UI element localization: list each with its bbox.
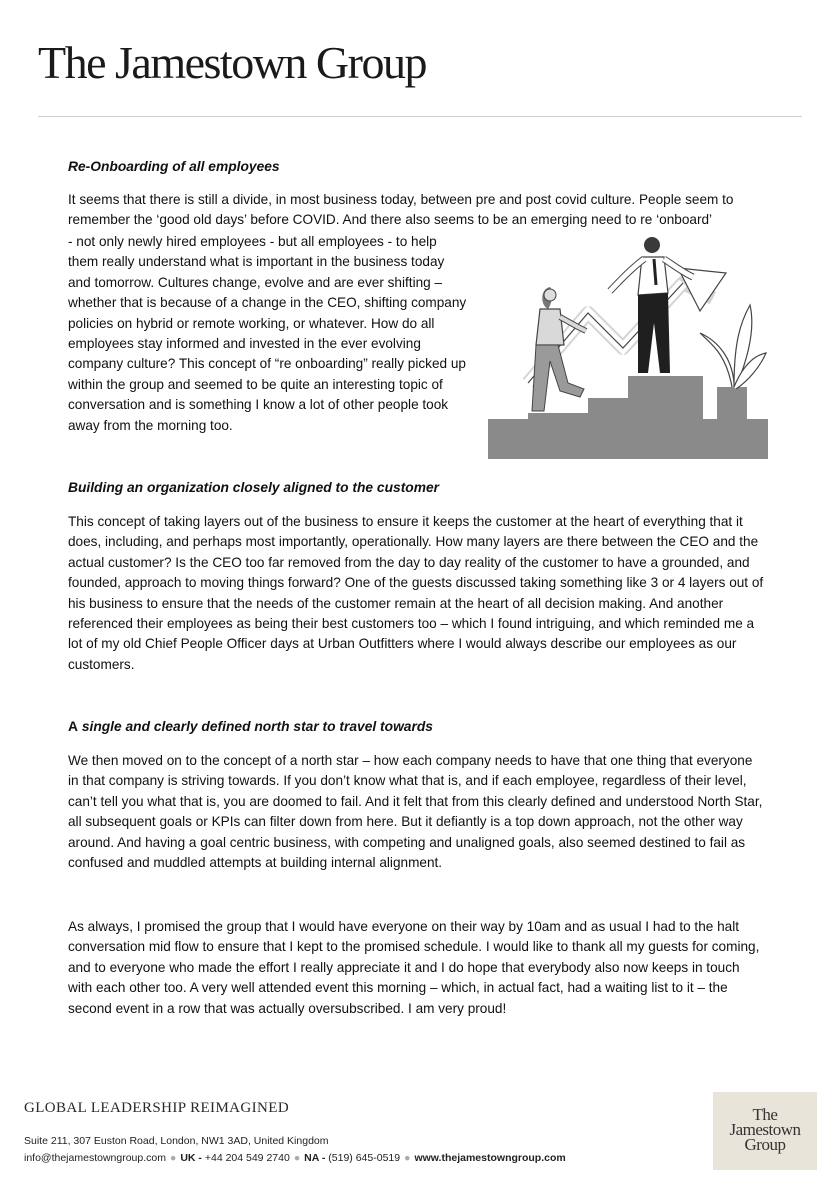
- footer-na-label: NA -: [304, 1152, 326, 1164]
- footer-na-phone: (519) 645-0519: [328, 1152, 401, 1164]
- section-heading-customer: Building an organization closely aligned to the customer: [68, 480, 440, 495]
- separator-dot-icon: ●: [293, 1152, 301, 1164]
- footer-uk-phone: +44 204 549 2740: [204, 1152, 290, 1164]
- section-paragraph-customer: This concept of taking layers out of the business to ensure it keeps the customer at the heart of everything that it does, including, and perhaps most importantly, operationally. How many layers are there between the CEO and the actual customer? Is the CEO too far removed from the day to day reality of the customer to have a grounded, and founded, approach to moving things forward? One of the guests discussed taking something like 3 or 4 layers out of his business to ensure that the needs of the customer remain at the heart of all decision making. And another referenced their employees as being their best customers too – which I found intriguing, and which reminded me a lot of my old Chief People Officer days at Urban Outfitters where I would always describe our employees as our customers.: [68, 514, 764, 672]
- section-heading-reonboarding: Re-Onboarding of all employees: [68, 159, 280, 174]
- section-paragraph-wrapped: - not only newly hired employees - but all employees - to help them really understand what is important in the business today and tomorrow. Cultures change, evolve and are ever shifting – whether that is because of a change in the CEO, shifting company policies on hybrid or remote working, or whatever. How do all employees stay informed and invested in the ever evolving company culture? This concept of “re onboarding” really picked up within the group and seemed to be quite an interesting topic of conversation and is something I know a lot of other people took away from the morning too.: [68, 234, 467, 433]
- section-paragraph-intro: It seems that there is still a divide, in most business today, between pre and post covid culture. People seem to remember the ‘good old days’ before COVID. And there also seems to be an emerging need to re ‘onboard’: [68, 192, 734, 228]
- footer-tagline: GLOBAL LEADERSHIP REIMAGINED: [24, 1100, 290, 1116]
- stairs-illustration: [488, 233, 768, 459]
- logo-line-3: Group: [744, 1135, 786, 1154]
- logo-line-1: The: [752, 1105, 778, 1124]
- header-divider: [38, 116, 802, 117]
- footer-contact: [24, 1152, 566, 1164]
- separator-dot-icon: ●: [404, 1152, 411, 1164]
- section-heading-north-star: [68, 719, 433, 734]
- footer-email-link[interactable]: info@thejamestowngroup.com: [24, 1152, 166, 1164]
- logo-line-2: Jamestown: [729, 1120, 801, 1139]
- separator-dot-icon: ●: [169, 1152, 177, 1164]
- section-paragraph-closing: As always, I promised the group that I would have everyone on their way by 10am and as usual I had to the halt conversation mid flow to ensure that I kept to the promised schedule. I would like to thank all my guests for coming, and to everyone who made the effort I really appreciate it and I do hope that everybody also now keeps in touch with each other too. A very well attended event this morning – which, in actual fact, had a waiting list to it – the second event in a row that was actually oversubscribed. I am very proud!: [68, 919, 760, 1016]
- footer-address: Suite 211, 307 Euston Road, London, NW1 3AD, United Kingdom: [24, 1135, 329, 1147]
- heading-text: single and clearly defined north star to travel towards: [81, 719, 433, 734]
- footer-uk-label: UK -: [180, 1152, 202, 1164]
- footer-website-link[interactable]: www.thejamestowngroup.com: [414, 1152, 566, 1164]
- page-title: The Jamestown Group: [38, 37, 426, 88]
- section-paragraph-north-star: We then moved on to the concept of a north star – how each company needs to have that one thing that everyone in that company is striving towards. If you don’t know what that is, and if each employee, regardless of their level, can’t tell you what that is, you are doomed to fail. And it felt that from this clearly defined and understood North Star, all subsequent goals or KPIs can filter down from here. But it defiantly is a top down approach, not the other way around. And having a goal centric business, with competing and unaligned goals, also seemed destined to fail as confused and muddled attempts at building internal alignment.: [68, 753, 763, 871]
- heading-prefix: A: [68, 719, 78, 734]
- footer-logo: [713, 1092, 817, 1170]
